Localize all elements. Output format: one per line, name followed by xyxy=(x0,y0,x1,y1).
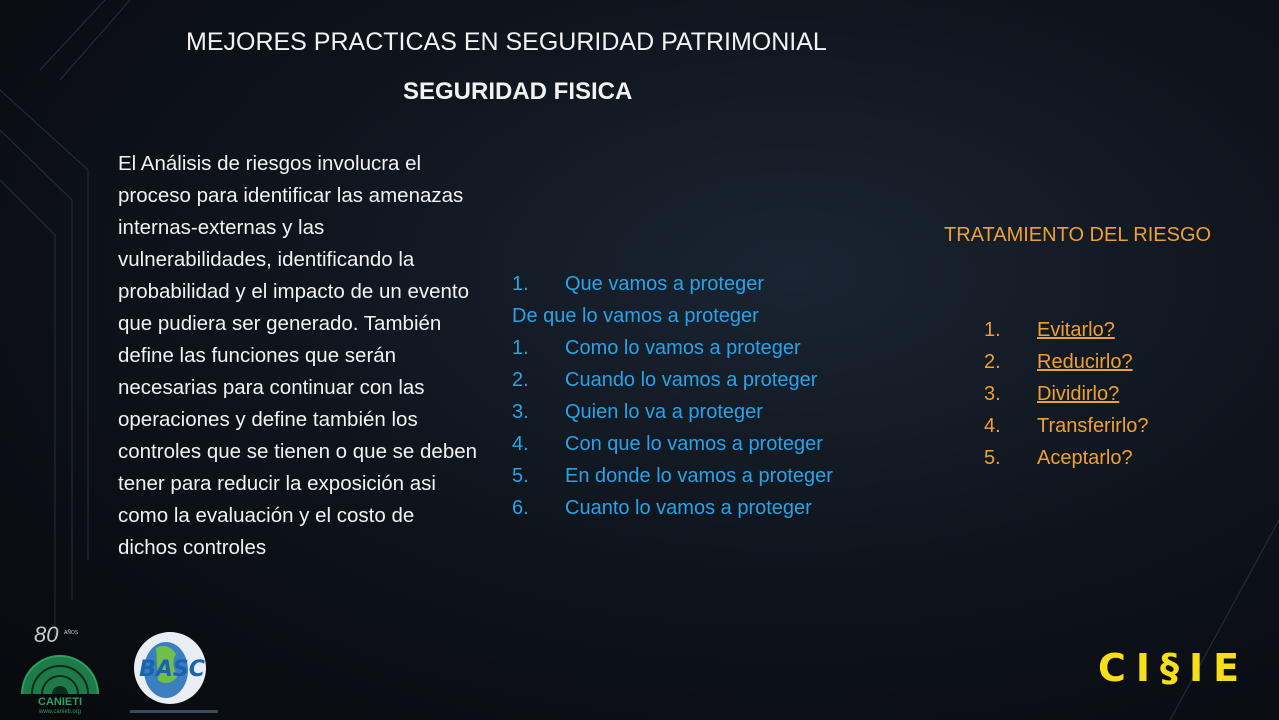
list-item xyxy=(512,364,912,396)
list-item-text: Con que lo vamos a proteger xyxy=(565,433,823,455)
list-item-number: 3. xyxy=(512,401,529,423)
risk-analysis-paragraph: El Análisis de riesgos involucra el proceso para identificar las amenazas internas-externas y las vulnerabilidades, identificando la probabilidad y el impacto de un evento que pudiera ser generado. También define las funciones que serán necesarias para continuar con las operaciones y define también los controles que se tienen o que se deben tener para reducir la exposición asi como la evaluación y el costo de dichos controles xyxy=(118,152,478,559)
canieti-anos: AÑOS xyxy=(64,630,79,636)
cisie-logo xyxy=(1098,640,1264,714)
list-item-text: En donde lo vamos a proteger xyxy=(565,465,833,487)
canieti-url: www.canieti.org xyxy=(38,709,82,715)
list-item xyxy=(512,428,912,460)
list-item-number: 4. xyxy=(512,433,529,455)
cisie-text: CI§IE xyxy=(1098,646,1250,690)
slide-title: MEJORES PRACTICAS EN SEGURIDAD PATRIMONIAL xyxy=(186,28,827,56)
list-item-number: 1. xyxy=(512,337,529,359)
treatment-link-dividirlo[interactable]: Dividirlo? xyxy=(1037,383,1120,405)
list-item-number: 3. xyxy=(984,383,1001,405)
list-item-number: 1. xyxy=(984,319,1001,341)
list-item-text: Transferirlo? xyxy=(1037,415,1149,437)
list-item xyxy=(984,346,1149,378)
list-item xyxy=(512,332,912,364)
list-item-text: Que vamos a proteger xyxy=(565,273,764,295)
list-item xyxy=(984,442,1149,474)
canieti-logo xyxy=(14,620,104,715)
list-item-text: Aceptarlo? xyxy=(1037,447,1133,469)
list-item-number: 2. xyxy=(984,351,1001,373)
list-item xyxy=(984,314,1149,346)
list-item xyxy=(984,378,1149,410)
list-item-number: 6. xyxy=(512,497,529,519)
list-item-text: Quien lo va a proteger xyxy=(565,401,763,423)
protection-questions-list xyxy=(512,268,912,524)
list-item-number: 4. xyxy=(984,415,1001,437)
list-item-number: 5. xyxy=(512,465,529,487)
list-item xyxy=(984,410,1149,442)
list-item-number: 1. xyxy=(512,273,529,295)
treatment-link-reducirlo[interactable]: Reducirlo? xyxy=(1037,351,1133,373)
list-intro: De que lo vamos a proteger xyxy=(512,305,759,327)
treatment-list xyxy=(984,314,1149,474)
list-item xyxy=(512,460,912,492)
canieti-years: 80 xyxy=(34,622,59,647)
list-item-text: Cuanto lo vamos a proteger xyxy=(565,497,812,519)
list-item xyxy=(512,396,912,428)
basc-text: BASC xyxy=(139,657,205,682)
treatment-title: TRATAMIENTO DEL RIESGO xyxy=(944,224,1212,246)
list-item-number: 5. xyxy=(984,447,1001,469)
list-item-number: 2. xyxy=(512,369,529,391)
canieti-name: CANIETI xyxy=(38,696,82,708)
basc-logo xyxy=(120,628,230,718)
list-item-text: Como lo vamos a proteger xyxy=(565,337,801,359)
treatment-link-evitarlo[interactable]: Evitarlo? xyxy=(1037,319,1115,341)
list-item xyxy=(512,492,912,524)
list-item-text: Cuando lo vamos a proteger xyxy=(565,369,818,391)
slide-subtitle: SEGURIDAD FISICA xyxy=(403,78,633,105)
list-item xyxy=(512,268,912,300)
